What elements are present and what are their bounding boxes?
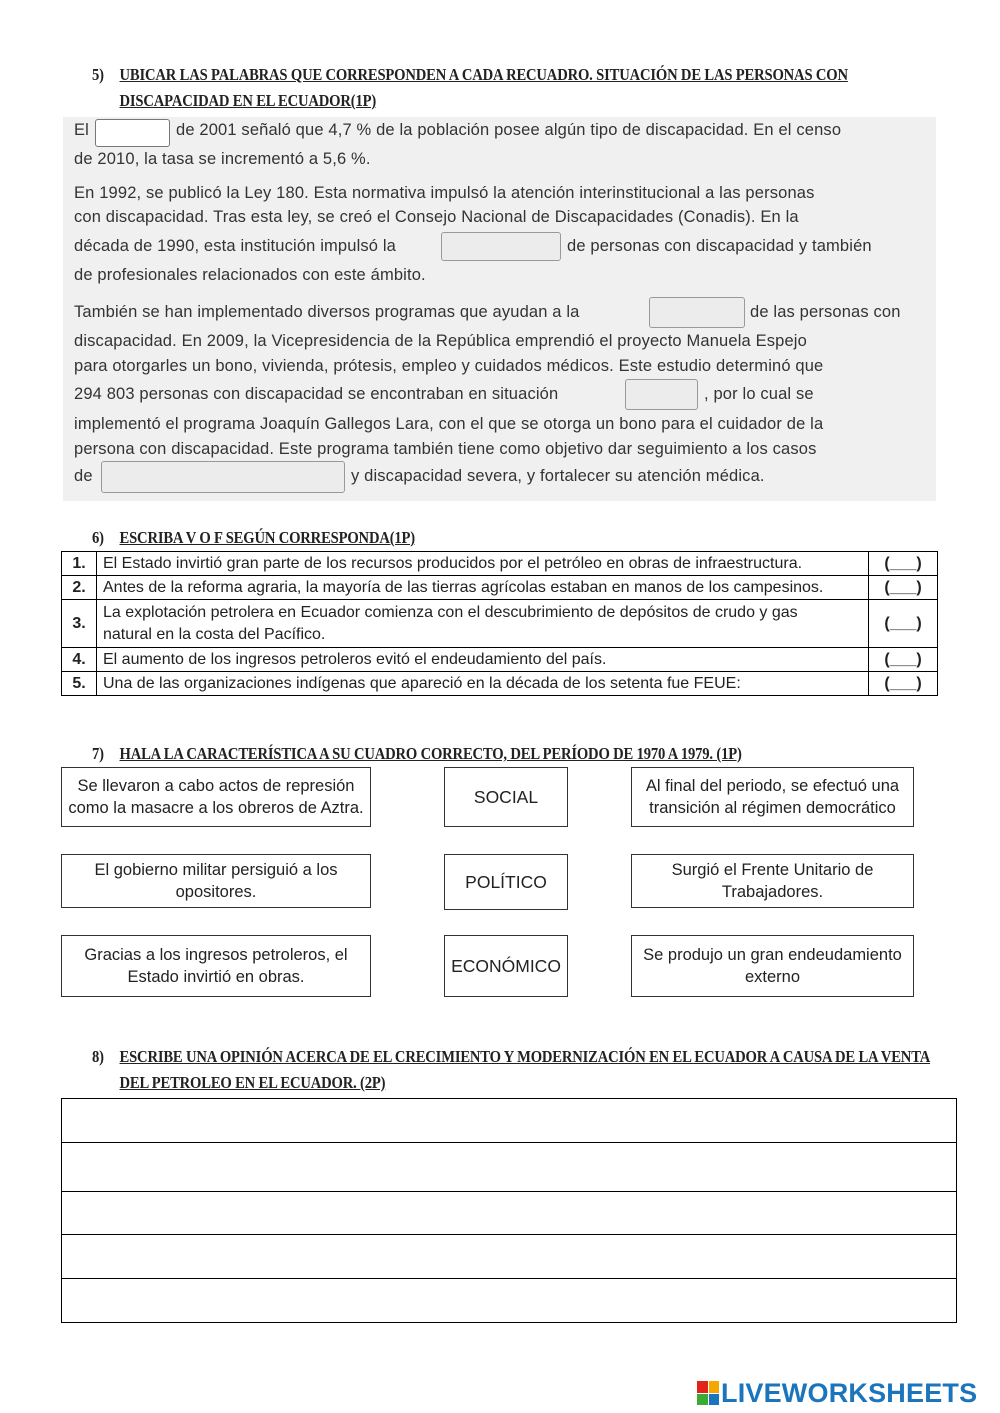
- q5-line8: discapacidad. En 2009, la Vicepresidencia de la República emprendió el proyecto Manuela Espejo: [74, 332, 807, 350]
- q7-title: HALA LA CARACTERÍSTICA A SU CUADRO CORRECTO, DEL PERÍODO DE 1970 A 1979. (1P): [119, 744, 742, 763]
- box-line: externo: [744, 968, 801, 986]
- logo-square: [709, 1381, 720, 1393]
- row-number: 3.: [62, 600, 97, 648]
- q5-line6: de profesionales relacionados con este ámbito.: [74, 266, 426, 284]
- writing-line: [62, 1278, 956, 1279]
- box-text: [68, 775, 363, 819]
- answer-blank[interactable]: (___): [869, 672, 938, 696]
- q8-number: 8): [92, 1047, 104, 1066]
- q5-line5-b: de personas con discapacidad y también: [567, 237, 872, 255]
- box-line: como la masacre a los obreros de Aztra.: [68, 799, 364, 817]
- q5-line4: con discapacidad. Tras esta ley, se creó el Consejo Nacional de Discapacidades (Conadis). En la: [74, 208, 799, 226]
- statement-text: El Estado invirtió gran parte de los recursos producidos por el petróleo en obras de infraestructura.: [97, 552, 869, 576]
- logo-square: [697, 1394, 708, 1406]
- writing-line: [62, 1142, 956, 1143]
- statement-text: [97, 600, 869, 648]
- writing-line: [62, 1234, 956, 1235]
- characteristic-box-left-2[interactable]: [61, 854, 371, 908]
- q5-line1-a: El: [74, 121, 89, 139]
- liveworksheets-logo: [697, 1378, 977, 1408]
- q5-line12: persona con discapacidad. Este programa también tiene como objetivo dar seguimiento a los casos: [74, 440, 817, 458]
- characteristic-box-right-3[interactable]: [631, 935, 914, 997]
- box-line: Se llevaron a cabo actos de represión: [77, 777, 355, 795]
- q5-title-line2: DISCAPACIDAD EN EL ECUADOR(1P): [119, 91, 377, 110]
- q5-number: 5): [92, 65, 104, 84]
- box-text: [84, 944, 347, 988]
- q5-line2: de 2010, la tasa se incrementó a 5,6 %.: [74, 150, 371, 168]
- q5-line11: implementó el programa Joaquín Gallegos Lara, con el que se otorga un bono para el cuidador de la: [74, 415, 824, 433]
- q5-blank-3[interactable]: [649, 297, 745, 328]
- characteristic-box-right-2[interactable]: [631, 854, 914, 908]
- table-row: [62, 648, 938, 672]
- q5-line5-a: década de 1990, esta institución impulsó la: [74, 237, 396, 255]
- category-label: POLÍTICO: [465, 872, 547, 892]
- box-text: [672, 859, 874, 903]
- box-line: El gobierno militar persiguió a los: [94, 861, 338, 879]
- opinion-writing-area[interactable]: [61, 1098, 957, 1323]
- category-box-social[interactable]: [444, 767, 568, 827]
- q5-line13-a: de: [74, 467, 93, 485]
- box-line: Trabajadores.: [721, 883, 824, 901]
- q6-number: 6): [92, 528, 104, 547]
- box-line: Se produjo un gran endeudamiento: [643, 946, 902, 964]
- category-label: ECONÓMICO: [451, 956, 561, 976]
- q5-line7-a: También se han implementado diversos programas que ayudan a la: [74, 303, 580, 321]
- box-line: Al final del periodo, se efectuó una: [645, 777, 900, 795]
- row-number: 5.: [62, 672, 97, 696]
- box-line: Gracias a los ingresos petroleros, el: [84, 946, 348, 964]
- box-text: [94, 859, 337, 903]
- logo-square: [709, 1394, 720, 1406]
- table-row: [62, 600, 938, 648]
- answer-blank[interactable]: (___): [869, 552, 938, 576]
- q5-line10-a: 294 803 personas con discapacidad se encontraban en situación: [74, 385, 559, 403]
- characteristic-box-left-3[interactable]: [61, 935, 371, 997]
- row-number: 2.: [62, 576, 97, 600]
- q5-blank-4[interactable]: [625, 379, 698, 410]
- answer-blank[interactable]: (___): [869, 600, 938, 648]
- q5-blank-5[interactable]: [101, 461, 345, 493]
- writing-line: [62, 1191, 956, 1192]
- q5-title-line1: UBICAR LAS PALABRAS QUE CORRESPONDEN A CADA RECUADRO. SITUACIÓN DE LAS PERSONAS CON: [119, 65, 848, 84]
- table-row: [62, 576, 938, 600]
- category-box-politico[interactable]: [444, 854, 568, 910]
- statement-text: Antes de la reforma agraria, la mayoría de las tierras agrícolas estaban en manos de los campesinos.: [97, 576, 869, 600]
- statement-line-2: natural en la costa del Pacífico.: [103, 625, 326, 643]
- q5-line13-b: y discapacidad severa, y fortalecer su atención médica.: [351, 467, 765, 485]
- box-line: Estado invirtió en obras.: [127, 968, 305, 986]
- box-line: Surgió el Frente Unitario de: [671, 861, 874, 879]
- box-text: [643, 944, 902, 988]
- row-number: 4.: [62, 648, 97, 672]
- box-line: transición al régimen democrático: [649, 799, 896, 817]
- q6-title: ESCRIBA V O F SEGÚN CORRESPONDA(1P): [119, 528, 416, 547]
- q5-blank-2[interactable]: [441, 232, 561, 261]
- q8-title-line2: DEL PETROLEO EN EL ECUADOR. (2P): [119, 1073, 386, 1092]
- q5-line7-b: de las personas con: [750, 303, 901, 321]
- true-false-table: [61, 551, 938, 696]
- category-box-economico[interactable]: [444, 935, 568, 997]
- q5-line9: para otorgarles un bono, vivienda, prótesis, empleo y cuidados médicos. Este estudio determinó que: [74, 357, 824, 375]
- q5-line1-b: de 2001 señaló que 4,7 % de la población posee algún tipo de discapacidad. En el censo: [176, 121, 842, 139]
- q5-line3: En 1992, se publicó la Ley 180. Esta normativa impulsó la atención interinstitucional a las personas: [74, 184, 815, 202]
- characteristic-box-left-1[interactable]: [61, 767, 371, 827]
- answer-blank[interactable]: (___): [869, 576, 938, 600]
- q8-title-line1: ESCRIBE UNA OPINIÓN ACERCA DE EL CRECIMIENTO Y MODERNIZACIÓN EN EL ECUADOR A CAUSA DE LA VENTA: [119, 1047, 931, 1066]
- box-text: [646, 775, 899, 819]
- logo-mark-icon: [697, 1381, 719, 1405]
- statement-text: El aumento de los ingresos petroleros evitó el endeudamiento del país.: [97, 648, 869, 672]
- q5-line10-b: , por lo cual se: [704, 385, 814, 403]
- statement-text: Una de las organizaciones indígenas que apareció en la década de los setenta fue FEUE:: [97, 672, 869, 696]
- logo-text: LIVEWORKSHEETS: [721, 1377, 978, 1408]
- q7-number: 7): [92, 744, 104, 763]
- answer-blank[interactable]: (___): [869, 648, 938, 672]
- logo-square: [697, 1381, 708, 1393]
- box-line: opositores.: [175, 883, 257, 901]
- characteristic-box-right-1[interactable]: [631, 767, 914, 827]
- table-row: [62, 552, 938, 576]
- table-row: [62, 672, 938, 696]
- statement-line-1: La explotación petrolera en Ecuador comienza con el descubrimiento de depósitos de crudo y gas: [103, 603, 798, 621]
- q5-blank-1[interactable]: [95, 119, 170, 147]
- category-label: SOCIAL: [473, 787, 539, 807]
- row-number: 1.: [62, 552, 97, 576]
